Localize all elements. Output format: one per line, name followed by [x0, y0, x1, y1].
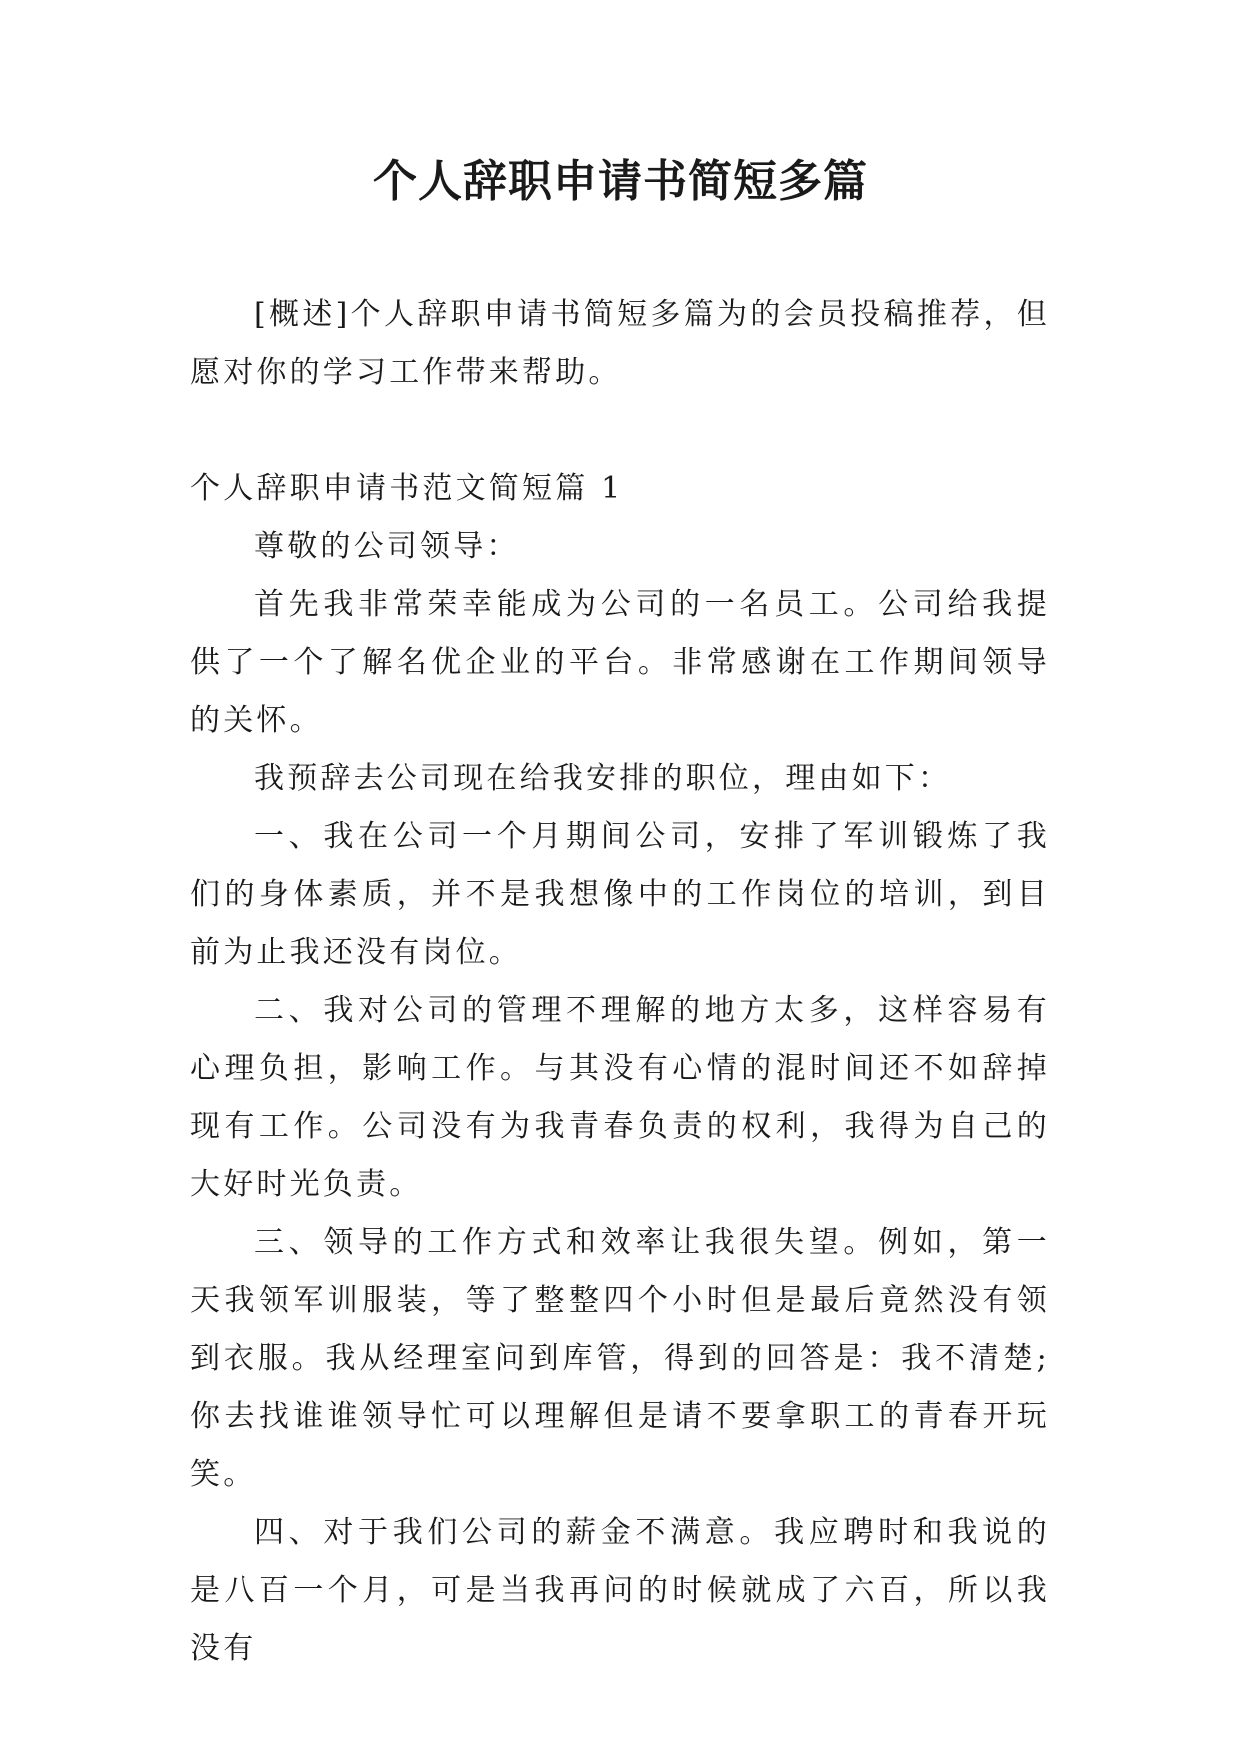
summary-paragraph: [概述]个人辞职申请书简短多篇为的会员投稿推荐，但愿对你的学习工作带来帮助。	[190, 297, 1050, 390]
body-paragraph: 我预辞去公司现在给我安排的职位，理由如下：	[254, 761, 952, 796]
section-heading: 个人辞职申请书范文简短篇 1	[190, 471, 624, 506]
body-paragraph: 首先我非常荣幸能成为公司的一名员工。公司给我提供了一个了解名优企业的平台。非常感谢在工作期间领导的关怀。	[190, 587, 1050, 738]
document-title: 个人辞职申请书简短多篇	[373, 156, 868, 207]
reason-paragraph-4: 四、对于我们公司的薪金不满意。我应聘时和我说的是八百一个月，可是当我再问的时候就成了六百，所以我没有	[190, 1515, 1050, 1666]
reason-paragraph-1: 一、我在公司一个月期间公司，安排了军训锻炼了我们的身体素质，并不是我想像中的工作岗位的培训，到目前为止我还没有岗位。	[190, 819, 1050, 970]
reason-paragraph-3: 三、领导的工作方式和效率让我很失望。例如，第一天我领军训服装，等了整整四个小时但是最后竟然没有领到衣服。我从经理室问到库管，得到的回答是：我不清楚;你去找谁谁领导忙可以理解但是请不要拿职工的青春开玩笑。	[190, 1225, 1050, 1492]
document-body	[190, 286, 1050, 1678]
reason-paragraph-2: 二、我对公司的管理不理解的地方太多，这样容易有心理负担，影响工作。与其没有心情的混时间还不如辞掉现有工作。公司没有为我青春负责的权利，我得为自己的大好时光负责。	[190, 993, 1050, 1202]
salutation-paragraph: 尊敬的公司领导：	[254, 529, 520, 564]
